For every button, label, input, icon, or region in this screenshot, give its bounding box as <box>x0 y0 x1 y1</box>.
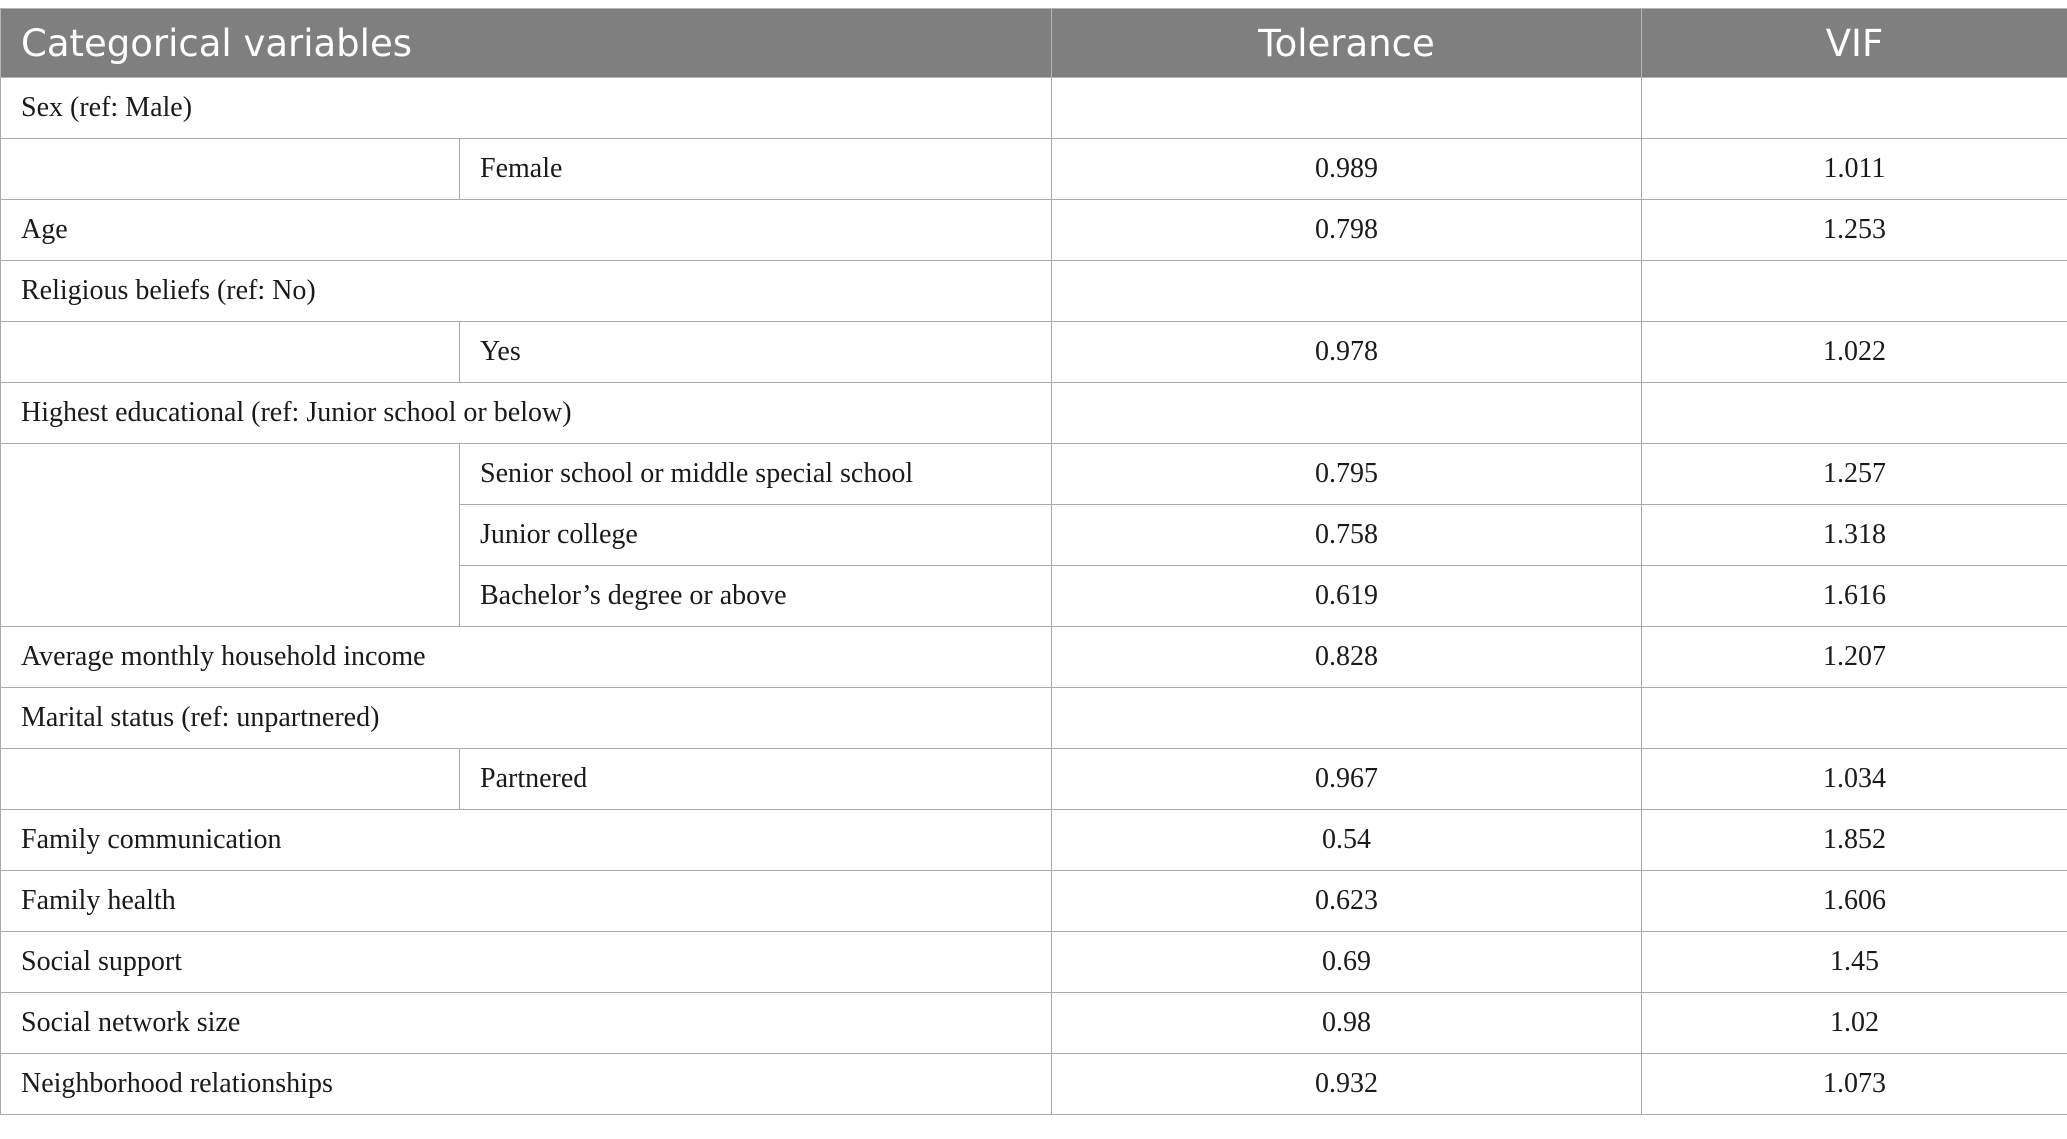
header-tolerance: Tolerance <box>1052 9 1642 78</box>
indent-cell <box>1 322 460 383</box>
indent-cell <box>1 444 460 627</box>
table-row <box>1 444 2067 505</box>
tolerance-cell: 0.69 <box>1052 932 1642 993</box>
indent-cell <box>1 749 460 810</box>
table-row <box>1 932 2067 993</box>
table-row <box>1 139 2067 200</box>
tolerance-cell: 0.828 <box>1052 627 1642 688</box>
tolerance-cell: 0.54 <box>1052 810 1642 871</box>
vif-cell: 1.318 <box>1642 505 2067 566</box>
vif-cell: 1.022 <box>1642 322 2067 383</box>
tolerance-cell: 0.623 <box>1052 871 1642 932</box>
table-row <box>1 749 2067 810</box>
table-row <box>1 261 2067 322</box>
vif-cell <box>1642 688 2067 749</box>
table-row <box>1 200 2067 261</box>
row-label: Family health <box>1 871 1052 932</box>
tolerance-cell: 0.798 <box>1052 200 1642 261</box>
tolerance-cell <box>1052 261 1642 322</box>
vif-cell: 1.207 <box>1642 627 2067 688</box>
row-label: Marital status (ref: unpartnered) <box>1 688 1052 749</box>
row-label: Sex (ref: Male) <box>1 78 1052 139</box>
vif-cell <box>1642 261 2067 322</box>
header-variables: Categorical variables <box>1 9 1052 78</box>
tolerance-cell: 0.932 <box>1052 1054 1642 1115</box>
vif-cell: 1.852 <box>1642 810 2067 871</box>
row-label: Junior college <box>460 505 1052 566</box>
row-label: Social support <box>1 932 1052 993</box>
tolerance-cell: 0.989 <box>1052 139 1642 200</box>
vif-cell: 1.45 <box>1642 932 2067 993</box>
table-row <box>1 688 2067 749</box>
table-header <box>1 9 2067 78</box>
table-body <box>1 78 2067 1115</box>
indent-cell <box>1 139 460 200</box>
vif-cell: 1.073 <box>1642 1054 2067 1115</box>
tolerance-cell: 0.967 <box>1052 749 1642 810</box>
vif-cell: 1.02 <box>1642 993 2067 1054</box>
tolerance-cell <box>1052 383 1642 444</box>
tolerance-cell: 0.758 <box>1052 505 1642 566</box>
row-label: Family communication <box>1 810 1052 871</box>
row-label: Female <box>460 139 1052 200</box>
table-row <box>1 810 2067 871</box>
table-row <box>1 383 2067 444</box>
row-label: Age <box>1 200 1052 261</box>
table-row <box>1 871 2067 932</box>
vif-cell: 1.257 <box>1642 444 2067 505</box>
row-label: Bachelor’s degree or above <box>460 566 1052 627</box>
vif-cell: 1.616 <box>1642 566 2067 627</box>
tolerance-cell: 0.98 <box>1052 993 1642 1054</box>
row-label: Religious beliefs (ref: No) <box>1 261 1052 322</box>
vif-cell: 1.606 <box>1642 871 2067 932</box>
vif-table <box>0 8 2067 1115</box>
vif-cell: 1.034 <box>1642 749 2067 810</box>
row-label: Partnered <box>460 749 1052 810</box>
table-row <box>1 78 2067 139</box>
header-row <box>1 9 2067 78</box>
tolerance-cell: 0.619 <box>1052 566 1642 627</box>
vif-cell: 1.011 <box>1642 139 2067 200</box>
tolerance-cell: 0.795 <box>1052 444 1642 505</box>
row-label: Average monthly household income <box>1 627 1052 688</box>
header-vif: VIF <box>1642 9 2067 78</box>
table-row <box>1 1054 2067 1115</box>
tolerance-cell: 0.978 <box>1052 322 1642 383</box>
vif-cell <box>1642 383 2067 444</box>
row-label: Social network size <box>1 993 1052 1054</box>
tolerance-cell <box>1052 78 1642 139</box>
vif-cell <box>1642 78 2067 139</box>
table-row <box>1 322 2067 383</box>
vif-cell: 1.253 <box>1642 200 2067 261</box>
row-label: Neighborhood relationships <box>1 1054 1052 1115</box>
row-label: Highest educational (ref: Junior school or below) <box>1 383 1052 444</box>
row-label: Senior school or middle special school <box>460 444 1052 505</box>
table-row <box>1 627 2067 688</box>
table-row <box>1 993 2067 1054</box>
row-label: Yes <box>460 322 1052 383</box>
tolerance-cell <box>1052 688 1642 749</box>
